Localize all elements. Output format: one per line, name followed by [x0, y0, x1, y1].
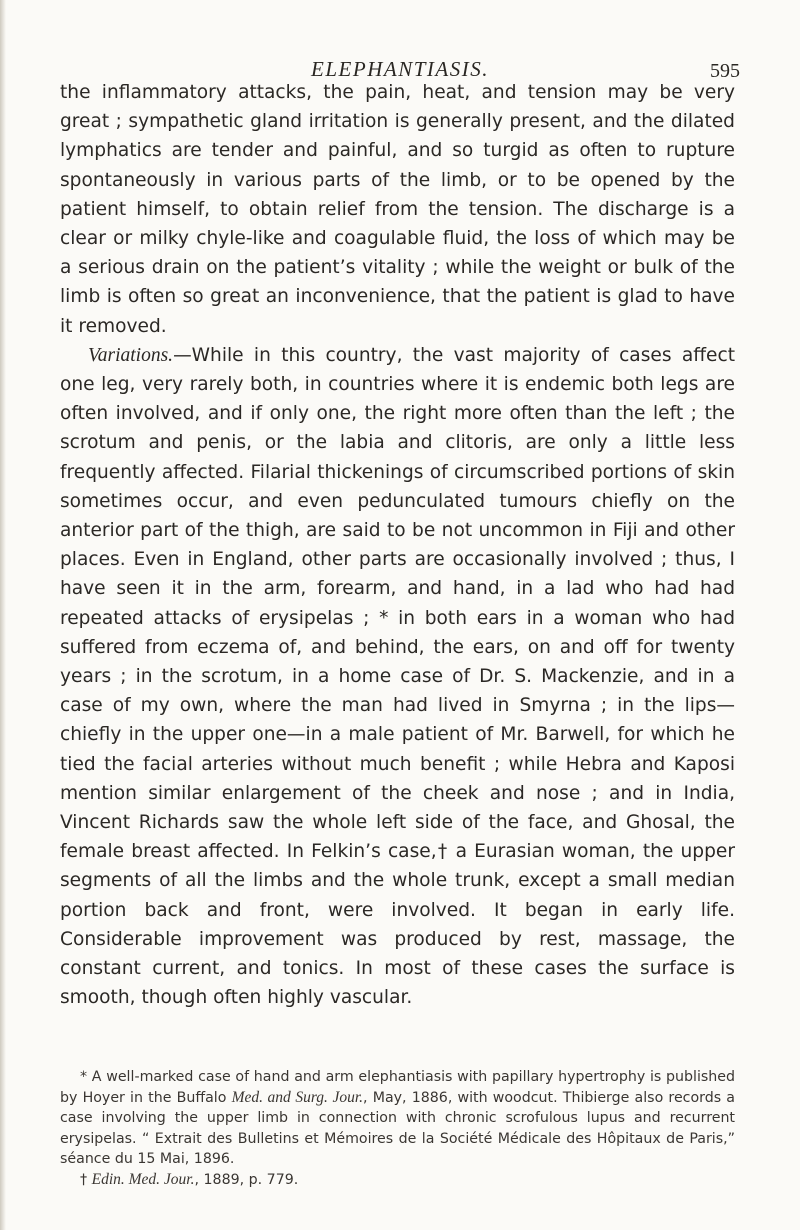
- footnote-asterisk: [60, 1067, 735, 1170]
- footnote-asterisk-journal: Med. and Surg. Jour.: [231, 1088, 364, 1106]
- footnote-dagger-journal: Edin. Med. Jour.: [91, 1170, 195, 1188]
- running-head: [60, 48, 740, 80]
- footnote-dagger-marker: †: [80, 1171, 92, 1188]
- body-text: [60, 78, 735, 1013]
- paragraph-continuation: the inflammatory attacks, the pain, heat, and tension may be very great ; sympathetic gland irritation is generally present, and the dilated lymphatics are tender and painful, and so turgid as often to rupture spontaneously in various parts of the limb, or to be opened by the patient himself, to obtain relief from the tension. The discharge is a clear or milky chyle-like and coagulable fluid, the loss of which may be a serious drain on the patient’s vitality ; while the weight or bulk of the limb is often so great an inconvenience, that the patient is glad to have it removed.: [60, 82, 735, 337]
- paragraph-variations-text: —While in this country, the vast majority of cases affect one leg, very rarely both, in countries where it is endemic both legs are often involved, and if only one, the right more often than the left ; the scrotum and penis, or the labia and clitoris, are only a little less frequently affected. Filarial thickenings of circumscribed portions of skin sometimes occur, and even pedunculated tumours chiefly on the anterior part of the thigh, are said to be not uncommon in Fiji and other places. Even in England, other parts are occasionally involved ; thus, I have seen it in the arm, forearm, and hand, in a lad who had had repeated attacks of erysipelas ; * in both ears in a woman who had suffered from eczema of, and behind, the ears, on and off for twenty years ; in the scrotum, in a home case of Dr. S. Mackenzie, and in a case of my own, where the man had lived in Smyrna ; in the lips—chiefly in the upper one—in a male patient of Mr. Barwell, for which he tied the facial arteries without much benefit ; while Hebra and Kaposi mention similar enlargement of the cheek and nose ; and in India, Vincent Richards saw the whole left side of the face, and Ghosal, the female breast affected. In Felkin’s case,† a Eurasian woman, the upper segments of all the limbs and the whole trunk, except a small median portion back and front, were involved. It began in early life. Considerable improvement was produced by rest, massage, the constant current, and tonics. In most of these cases the surface is smooth, though often highly vascular.: [60, 344, 735, 1009]
- running-title: ELEPHANTIASIS.: [311, 57, 489, 81]
- footnote-dagger-text: , 1889, p. 779.: [194, 1171, 299, 1188]
- footnote-dagger: [60, 1170, 735, 1191]
- footnote-asterisk-text-a: * A well-marked case of hand and arm elephantiasis with papillary hypertrophy is published by Hoyer in the Buffalo: [60, 1069, 735, 1106]
- footnotes: [60, 1067, 735, 1191]
- page-edge-shadow: [0, 0, 6, 1230]
- section-lead-variations: Variations.: [88, 344, 174, 366]
- footnote-asterisk-text-b: , May, 1886, with woodcut. Thibierge also records a case involving the upper limb in connection with chronic scrofulous lupus and recurrent erysipelas. “ Extrait des Bulletins et Mémoires de la Société Médicale des Hôpitaux de Paris,” séance du 15 Mai, 1896.: [60, 1089, 735, 1168]
- page-number: 595: [710, 60, 740, 82]
- paragraph-variations: [60, 341, 735, 1013]
